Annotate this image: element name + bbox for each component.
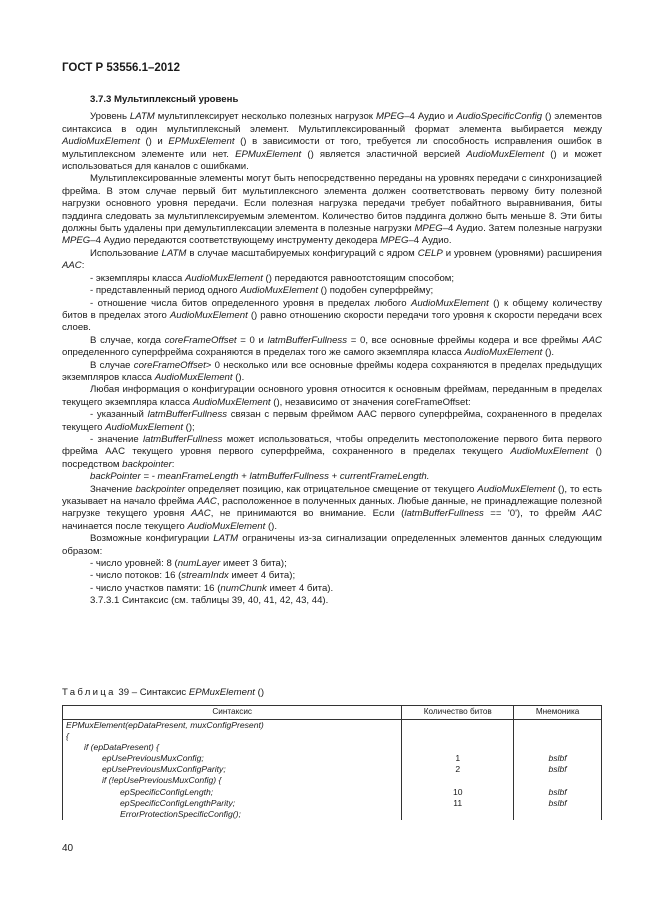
text-run: имеет 3 бита);: [220, 558, 287, 570]
table-header-row: [63, 706, 602, 720]
text-run: AudioMuxElement: [192, 396, 271, 408]
text-run: мультиплексирует несколько полезных нагрузок: [154, 111, 376, 123]
document-body: [62, 94, 602, 608]
paragraph: [62, 409, 602, 434]
text-run: AudioSpecificConfig: [456, 111, 543, 123]
header-syntax: Синтаксис: [63, 706, 402, 720]
header-bit-count: Количество битов: [402, 706, 514, 720]
text-run: AudioMuxElement: [466, 148, 545, 160]
text-run: AudioMuxElement: [62, 136, 140, 148]
page-number: 40: [62, 843, 74, 854]
text-run: = 0 и: [236, 334, 268, 346]
mnemonic-cell: bslbf: [514, 787, 602, 798]
bit-count-cell: 1: [402, 753, 514, 764]
paragraph: [62, 595, 602, 607]
text-run: ();: [183, 421, 195, 433]
text-run: AudioMuxElement: [464, 347, 543, 359]
text-run: () к общему количеству битов в пределах этого: [62, 297, 602, 321]
text-run: AAC: [582, 334, 602, 346]
table-row: [63, 742, 602, 753]
text-run: В случае: [90, 359, 134, 371]
table-body: [63, 720, 602, 820]
mnemonic-cell: [514, 731, 602, 742]
text-run: latmBufferFullness: [267, 334, 348, 346]
text-run: и уровнем (уровнями) расширения: [442, 247, 602, 259]
syntax-cell: epSpecificConfigLengthParity;: [63, 798, 402, 809]
syntax-cell: epSpecificConfigLength;: [63, 787, 402, 798]
bit-count-cell: [402, 731, 514, 742]
text-run: в случае масштабируемых конфигураций с ядром: [186, 247, 418, 259]
text-run: Любая информация о конфигурации основного уровня относится к основным фреймам, переданным в пределах текущего экземпляра класса: [62, 384, 602, 408]
text-run: = 0, все основные фреймы кодера и все фреймы: [347, 334, 583, 346]
syntax-cell: if (epDataPresent) {: [63, 742, 402, 753]
paragraph: [62, 484, 602, 534]
bit-count-cell: [402, 809, 514, 820]
text-run: AAC: [62, 260, 82, 272]
table-caption-number: 39 – Синтаксис: [115, 687, 189, 698]
text-run: - указанный: [90, 409, 148, 421]
bit-count-cell: 2: [402, 764, 514, 775]
paragraph: [62, 558, 602, 570]
bit-count-cell: [402, 775, 514, 786]
text-run: == '0'), то фрейм: [483, 508, 583, 520]
text-run: имеет 4 бита).: [266, 582, 334, 594]
text-run: - число потоков: 16 (: [90, 570, 182, 582]
text-run: определяет позицию, как отрицательное смещение от текущего: [185, 483, 478, 495]
text-run: Использование: [90, 247, 162, 259]
text-run: () и: [139, 136, 169, 148]
text-run: () и может использоваться для каналов с ошибками.: [62, 148, 602, 173]
text-run: backpointer: [135, 483, 186, 495]
text-run: 3.7.3.1 Синтаксис (см. таблицы 39, 40, 41, 42, 43, 44).: [90, 595, 329, 607]
text-run: AudioMuxElement: [477, 483, 556, 495]
mnemonic-cell: bslbf: [514, 798, 602, 809]
text-run: () подобен суперфрейму;: [317, 285, 434, 297]
paragraph: [62, 111, 602, 173]
document-header: ГОСТ Р 53556.1–2012: [62, 62, 180, 74]
table-row: [63, 787, 602, 798]
paragraph-list: [62, 111, 602, 607]
text-run: MPEG: [414, 223, 443, 235]
paragraph: [62, 384, 602, 409]
text-run: AudioMuxElement: [154, 371, 233, 383]
paragraph: [62, 173, 602, 247]
text-run: AudioMuxElement: [169, 309, 248, 321]
text-run: ().: [265, 520, 278, 532]
text-run: (), независимо от значения coreFrameOffset:: [270, 396, 471, 408]
paragraph: [62, 434, 602, 471]
text-run: –4 Аудио передаются соответствующему инструменту декодера: [90, 235, 381, 247]
text-run: numChunk: [220, 582, 267, 594]
text-run: определенного суперфрейма сохраняются в пределах того же самого экземпляра класса: [62, 347, 465, 359]
text-run: AudioMuxElement: [410, 297, 489, 309]
text-run: - экземпляры класса: [90, 272, 186, 284]
text-run: MPEG: [380, 235, 409, 247]
text-run: AudioMuxElement: [105, 421, 183, 433]
paragraph: [62, 570, 602, 582]
text-run: AudioMuxElement: [510, 446, 589, 458]
table-caption-suffix: (): [254, 687, 265, 698]
text-run: () является эластичной версией: [301, 148, 467, 160]
text-run: Уровень: [90, 111, 130, 123]
text-run: streamIndx: [181, 570, 229, 582]
text-run: Возможные конфигурации: [90, 533, 214, 545]
text-run: EPMuxElement: [235, 148, 302, 160]
text-run: - отношение числа битов определенного уровня в пределах любого: [90, 297, 411, 309]
text-run: AudioMuxElement: [240, 285, 318, 297]
paragraph: [62, 285, 602, 297]
table-row: [63, 731, 602, 742]
text-run: начинается после текущего: [62, 520, 188, 532]
text-run: coreFrameOffset: [133, 359, 206, 371]
syntax-cell: {: [63, 731, 402, 742]
text-run: - число участков памяти: 16 (: [90, 582, 221, 594]
text-run: Значение: [90, 483, 136, 495]
mnemonic-cell: bslbf: [514, 753, 602, 764]
text-run: latmBufferFullness: [147, 409, 228, 421]
table-caption-prefix: Таблица: [62, 687, 116, 698]
bit-count-cell: [402, 742, 514, 753]
syntax-cell: EPMuxElement(epDataPresent, muxConfigPresent): [63, 720, 402, 732]
text-run: AudioMuxElement: [187, 520, 266, 532]
syntax-cell: ErrorProtectionSpecificConfig();: [63, 809, 402, 820]
section-title: 3.7.3 Мультиплексный уровень: [90, 94, 239, 105]
paragraph: [62, 248, 602, 273]
text-run: - число уровней: 8 (: [90, 558, 178, 570]
paragraph: [62, 471, 602, 483]
table-caption: [62, 687, 264, 698]
text-run: AAC: [197, 496, 217, 507]
text-run: В случае, когда: [90, 334, 165, 346]
text-run: ().: [232, 371, 245, 383]
text-run: –4 Аудио.: [408, 235, 452, 247]
text-run: () элементов синтаксиса в один мультиплексный элемент. Мультиплексированный формат элемента выбирается между: [62, 111, 602, 135]
text-run: AAC: [582, 508, 602, 520]
text-run: –4 Аудио. Затем полезные нагрузки: [442, 223, 603, 235]
text-run: может использоваться, чтобы определить местоположение первого бита первого фрейма AAC текущего уровня первого суперфрейма, сохраненного в пределах текущего: [62, 433, 602, 458]
text-run: LATM: [129, 111, 155, 123]
paragraph: [62, 533, 602, 558]
text-run: () передаются равноотстоящим способом;: [262, 272, 455, 284]
mnemonic-cell: [514, 742, 602, 753]
table-row: [63, 764, 602, 775]
bit-count-cell: [402, 720, 514, 732]
mnemonic-cell: [514, 775, 602, 786]
mnemonic-cell: [514, 809, 602, 820]
text-run: latmBufferFullness: [404, 508, 484, 520]
text-run: :: [81, 260, 85, 272]
text-run: () равно отношению скорости передачи того уровня к скорости передачи всех слоев.: [62, 309, 602, 334]
header-mnemonic: Мнемоника: [514, 706, 602, 720]
text-run: () в зависимости от того, требуется ли способность исправления ошибок в мультиплексном элементе или нет.: [62, 136, 602, 160]
text-run: () посредством: [62, 446, 602, 470]
text-run: ограничены из-за сигнализации определенных элементов данных следующим образом:: [62, 533, 602, 557]
table-row: [63, 798, 602, 809]
text-run: (), то есть указывает на начало фрейма: [62, 483, 603, 507]
text-run: latmBufferFullness: [143, 433, 223, 445]
syntax-cell: epUsePreviousMuxConfigParity;: [63, 764, 402, 775]
paragraph: [62, 583, 602, 595]
text-run: –4 Аудио и: [404, 111, 457, 123]
text-run: , не принимаются во внимание. Если (: [210, 508, 405, 520]
text-run: CELP: [417, 247, 443, 259]
text-run: > 0 несколько или все основные фреймы кодера сохраняются в пределах предыдущих экземпляров класса: [62, 359, 602, 383]
text-run: coreFrameOffset: [164, 334, 237, 346]
text-run: , расположенное в полученных данных. Любые данные, не принадлежащие полезной нагрузке текущего уровня: [62, 496, 603, 520]
bit-count-cell: 11: [402, 798, 514, 809]
table-row: [63, 809, 602, 820]
mnemonic-cell: bslbf: [514, 764, 602, 775]
table-caption-name: EPMuxElement: [188, 687, 255, 698]
paragraph: [62, 273, 602, 285]
mnemonic-cell: [514, 720, 602, 732]
text-run: имеет 4 бита);: [228, 570, 296, 582]
text-run: AudioMuxElement: [185, 272, 263, 284]
text-run: ().: [542, 347, 555, 359]
text-run: Мультиплексированные элементы могут быть непосредственно переданы на уровнях передачи с синхронизацией фрейма. В этом случае первый бит мультиплексного элемента должен соответствовать первому биту полезной нагрузки основного уровня передачи. Если полезная нагрузка передачи требует побайтного выравнивания, биты пэддинга следовать за мультиплексируемым элементом. Количество битов пэддинга должно быть меньше 8. Эти биты должны быть удалены при демультиплексации элемента в полезные нагрузки: [62, 173, 602, 235]
text-run: MPEG: [375, 111, 405, 123]
syntax-cell: if (!epUsePreviousMuxConfig) {: [63, 775, 402, 786]
table-row: [63, 775, 602, 786]
text-run: :: [171, 458, 175, 470]
text-run: backPointer = - meanFrameLength + latmBufferFullness + currentFrameLength.: [90, 471, 430, 483]
text-run: - значение: [90, 433, 143, 445]
text-run: MPEG: [62, 235, 91, 247]
table-row: [63, 753, 602, 764]
text-run: numLayer: [177, 558, 221, 570]
syntax-cell: epUsePreviousMuxConfig;: [63, 753, 402, 764]
text-run: LATM: [213, 533, 239, 545]
text-run: связан с первым фреймом AAC первого суперфрейма, сохраненного в пределах текущего: [62, 409, 603, 433]
paragraph: [62, 360, 602, 385]
text-run: - представленный период одного: [90, 285, 241, 297]
paragraph: [62, 298, 602, 335]
syntax-table: [62, 705, 602, 820]
text-run: backpointer: [122, 458, 172, 470]
text-run: LATM: [161, 247, 187, 259]
text-run: AAC: [190, 508, 211, 520]
paragraph: [62, 335, 602, 360]
bit-count-cell: 10: [402, 787, 514, 798]
text-run: EPMuxElement: [168, 136, 235, 148]
table-row: [63, 720, 602, 732]
